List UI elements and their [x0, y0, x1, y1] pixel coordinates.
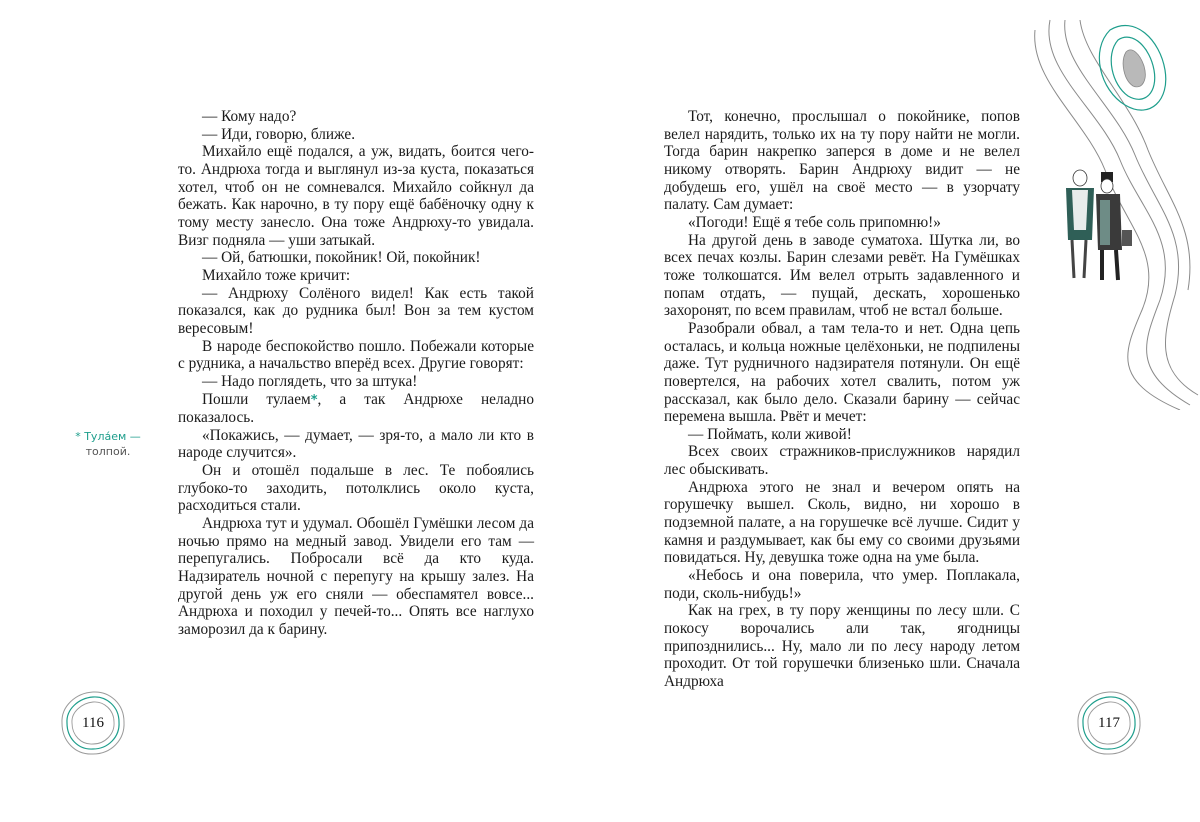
paragraph: — Ой, батюшки, покойник! Ой, покойник! — [202, 249, 481, 267]
paragraph: Михайло ещё подался, а уж, видать, боится чего-то. Андрюха тогда и выглянул из-за куста, показаться хотел, чтоб он не сомневался. Михайло сойкнул да бежать. Как нарочно, в ту пору ещё бабёночку одну к тому месту занесло. Она тоже Андрюху-то увидала. Визг подняла — уши затыкай. — [178, 143, 534, 249]
right-page-text — [664, 108, 1020, 691]
paragraph: Андрюха тут и удумал. Обошёл Гумёшки лесом да ночью прямо на медный завод. Увидели его там — перепугались. Побросали всё да кто куда. Надзиратель ночной с перепугу на крышу залез. На другой день уж его сняли — обеспамятел вовсе... Андрюха и походил у печей-то... Опять все наглухо заморозил да к барину. — [178, 515, 534, 639]
paragraph: На другой день в заводе суматоха. Шутка ли, во всех печах козлы. Барин слезами ревёт. На Гумёшках тоже толкошатся. Им велел отрыть задавленного и попам отдать, — пущай, дескать, хорошенько захоронят, по всем правилам, чтоб не встал больше. — [664, 231, 1020, 320]
paragraph: Андрюха этого не знал и вечером опять на горушечку вышел. Сколь, видно, ни хорошо в подземной палате, а на горушечке всё лучше. Сидит у камня и раздумывает, как бы ему со своими друзьями повидаться. Ну, девушка тоже одна на уме была. — [664, 478, 1020, 567]
malachite-contour-decoration — [1030, 10, 1200, 410]
paragraph-with-footnote — [178, 391, 534, 427]
page-number: 117 — [1098, 714, 1120, 731]
left-page-text — [178, 108, 534, 639]
two-figures-illustration — [1066, 170, 1132, 280]
page-number: 116 — [82, 714, 104, 731]
page-number-badge-right — [1074, 688, 1144, 758]
paragraph: Он и отошёл подальше в лес. Те побоялись глубоко-то заходить, потолклись около куста, расходиться стали. — [178, 462, 534, 515]
footnote-gloss: толпой. — [85, 445, 131, 458]
footnote-marker[interactable]: * — [310, 392, 318, 408]
paragraph: Тот, конечно, прослышал о покойнике, попов велел нарядить, только их на ту пору найти не могли. Тогда барин накрепко заперся в доме и не велел никому отворять. Барин Андрюху видит — не добудешь его, ушёл на своё место — в узорчату палату. Сам думает: — [664, 108, 1020, 214]
paragraph: — Кому надо? — [202, 108, 297, 125]
paragraph-text: , а так Андрюхе неладно показалось. — [178, 390, 534, 427]
footnote-term: * Тула́ем — — [75, 430, 141, 443]
page-number-badge-left — [58, 688, 128, 758]
paragraph: Всех своих стражников-прислужников нарядил лес обыскивать. — [664, 443, 1020, 479]
paragraph-text: Пошли тулаем — [202, 390, 311, 408]
paragraph: Как на грех, в ту пору женщины по лесу шли. С покосу ворочались али так, ягодницы припозднились... Ну, мало ли по лесу народу летом проходит. От той горушечки близенько шли. Сначала Андрюха — [664, 602, 1020, 690]
paragraph: В народе беспокойство пошло. Побежали которые с рудника, а начальство вперёд всех. Другие говорят: — [178, 337, 534, 373]
paragraph: «Погоди! Ещё я тебе соль припомню!» — [688, 213, 941, 231]
paragraph: «Небось и она поверила, что умер. Поплакала, поди, сколь-нибудь!» — [664, 567, 1020, 602]
paragraph: — Поймать, коли живой! — [688, 425, 852, 443]
paragraph: Разобрали обвал, а там тела-то и нет. Одна цепь осталась, и кольца ножные целёхоньки, не подпилены даже. Тут рудничного надзирателя потянули. Он ещё повертелся, на рабочих хотел свалить, потом уж рассказал, как было дело. Сказали барину — сейчас перемена вышла. Рвёт и мечет: — [664, 319, 1020, 426]
paragraph: «Покажись, — думает, — зря-то, а мало ли кто в народе случится». — [178, 426, 534, 462]
margin-footnote — [58, 429, 158, 459]
paragraph: — Иди, говорю, ближе. — [202, 125, 356, 143]
paragraph: — Надо поглядеть, что за штука! — [202, 372, 418, 390]
paragraph: Михайло тоже кричит: — [202, 266, 351, 284]
paragraph: — Андрюху Солёного видел! Как есть такой показался, как до рудника был! Вон за тем кустом вересовым! — [178, 284, 534, 337]
